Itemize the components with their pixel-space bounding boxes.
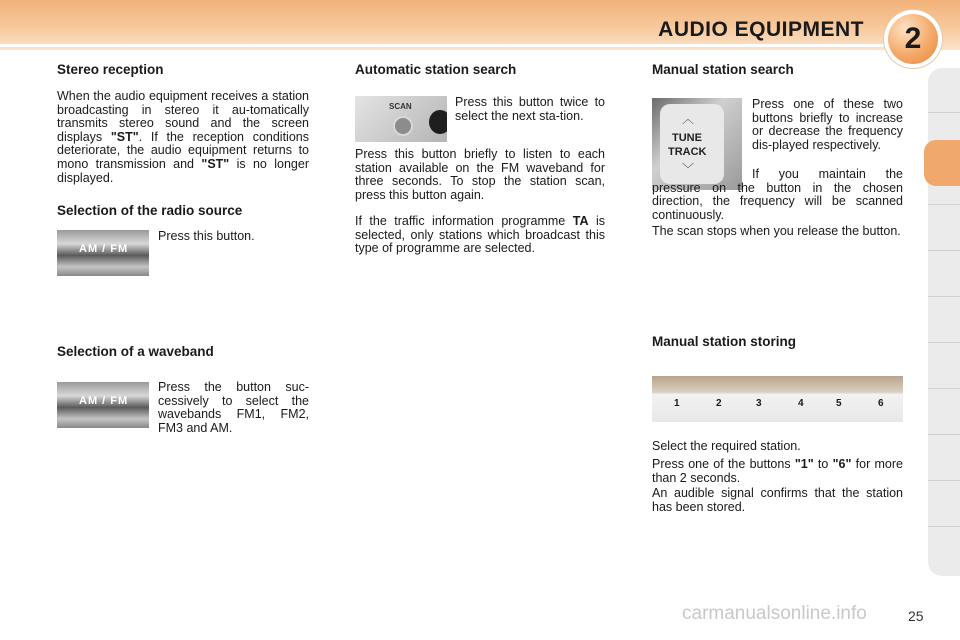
stereo-reception-heading: Stereo reception (57, 62, 164, 77)
manual-search-caption: Press one of these two buttons briefly to increase or decrease the frequency dis-played respectively. (752, 97, 903, 152)
preset-label: 6 (878, 398, 884, 409)
tab-divider (928, 434, 960, 435)
manual-storing-heading: Manual station storing (652, 334, 797, 349)
chapter-number: 2 (888, 14, 938, 64)
storing-text-2: Press one of the buttons "1" to "6" for more than 2 seconds. (652, 457, 903, 485)
preset-label: 4 (798, 398, 804, 409)
tab-divider (928, 526, 960, 527)
manual-search-text-1: If you maintain the pressure on the button in the chosen direction, the frequency will be scanned continuously. (652, 167, 903, 222)
tab-divider (928, 112, 960, 113)
watermark: carmanualsonline.info (682, 603, 867, 624)
preset-buttons-photo (652, 376, 903, 422)
am-fm-label: AM / FM (79, 395, 129, 407)
scan-label: SCAN (389, 102, 412, 111)
automatic-search-heading: Automatic station search (355, 62, 517, 77)
waveband-heading: Selection of a waveband (57, 344, 214, 359)
tab-divider (928, 388, 960, 389)
manual-search-heading: Manual station search (652, 62, 794, 77)
scan-knob (393, 116, 413, 136)
tune-label: TUNE (672, 132, 702, 144)
preset-label: 5 (836, 398, 842, 409)
preset-label: 1 (674, 398, 680, 409)
chevron-up-icon: ︿ (682, 112, 695, 126)
waveband-text: Press the button suc-cessively to select the wavebands FM1, FM2, FM3 and AM. (158, 380, 309, 435)
storing-text-1: Select the required station. (652, 439, 801, 453)
tab-divider (928, 296, 960, 297)
track-label: TRACK (668, 146, 707, 158)
header-divider (0, 44, 900, 47)
radio-source-text: Press this button. (158, 229, 255, 243)
automatic-search-text-1: Press this button briefly to listen to each station available on the FM waveband for three seconds. To stop the station scan, press this button again. (355, 147, 605, 202)
manual-search-text-2: The scan stops when you release the button. (652, 224, 901, 238)
tab-divider (928, 204, 960, 205)
automatic-search-text-2: If the traffic information programme TA is selected, only stations which broadcast this type of programme are selected. (355, 214, 605, 256)
am-fm-button-photo (57, 230, 149, 276)
active-chapter-tab (924, 140, 960, 186)
tab-divider (928, 342, 960, 343)
knob-edge (429, 110, 447, 134)
storing-text-3: An audible signal confirms that the station has been stored. (652, 486, 903, 514)
am-fm-label: AM / FM (79, 243, 129, 255)
stereo-reception-text: When the audio equipment receives a station broadcasting in stereo it au-tomatically transmits stereo sound and the screen displays "ST". If the reception conditions deteriorate, the audio equipment returns to mono transmission and "ST" is no longer displayed. (57, 89, 309, 185)
tab-divider (928, 250, 960, 251)
radio-source-heading: Selection of the radio source (57, 203, 243, 218)
page-title: AUDIO EQUIPMENT (658, 18, 864, 41)
preset-label: 2 (716, 398, 722, 409)
chapter-badge (884, 10, 942, 68)
automatic-search-caption: Press this button twice to select the next sta-tion. (455, 95, 605, 123)
preset-label: 3 (756, 398, 762, 409)
am-fm-button-photo-2 (57, 382, 149, 428)
chevron-down-icon: ﹀ (682, 162, 695, 176)
tab-divider (928, 480, 960, 481)
scan-button-photo (355, 96, 447, 142)
page-number: 25 (908, 608, 924, 624)
